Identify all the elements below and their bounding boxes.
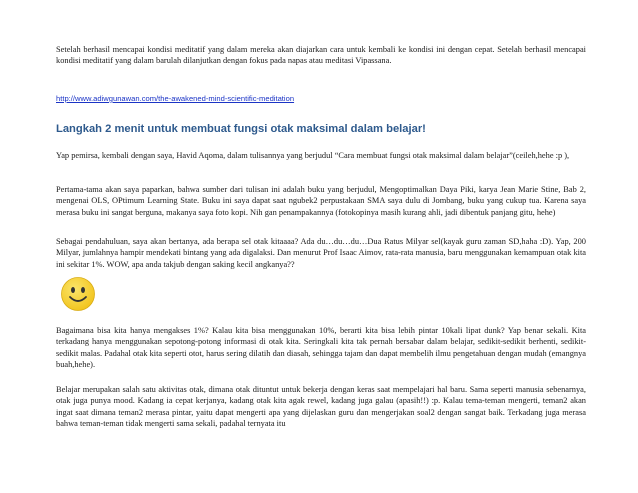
- section-heading: Langkah 2 menit untuk membuat fungsi otak maksimal dalam belajar!: [56, 123, 426, 135]
- smiley-face-icon: [60, 276, 96, 312]
- paragraph-intro-question: Sebagai pendahuluan, saya akan bertanya, ada berapa sel otak kitaaaa? Ada du…du…du…Dua Ratus Milyar sel(kayak guru zaman SD,haha :D). Yap, 200 Milyar, jumlahnya hampir mendekati bintang yang ada digalaksi. Dan menurut Prof Isaac Aimov, rata-rata manusia, baru menggunakan kemampuan otak kita ini sekitar 1%. WOW, apa anda takjub dengan saking kecil angkanya??: [56, 237, 586, 269]
- paragraph-greeting: Yap pemirsa, kembali dengan saya, Havid Aqoma, dalam tulisannya yang berjudul “Cara membuat fungsi otak maksimal dalam belajar”(ceileh,hehe :p ),: [56, 151, 570, 160]
- source-link[interactable]: http://www.adiwgunawan.com/the-awakened-mind-scientific-meditation: [56, 94, 295, 103]
- intro-paragraph: Setelah berhasil mencapai kondisi meditatif yang dalam mereka akan diajarkan cara untuk kembali ke kondisi ini dengan cepat. Setelah berhasil mencapai kondisi meditatif yang dalam barulah dilanjutkan dengan fokus pada napas atau meditasi Vipassana.: [56, 45, 586, 66]
- paragraph-source: Pertama-tama akan saya paparkan, bahwa sumber dari tulisan ini adalah buku yang berjudul, Mengoptimalkan Daya Piki, karya Jean Marie Stine, Bab 2, mengenai OLS, OPtimum Learning State. Buku ini saya dapat saat ngubek2 perpustakaan SMA saya dulu di Jombang, buku yang cukup tua. Karena saya merasa buku ini sangat berguna, makanya saya foto kopi. Nih gan penampakannya (fotokopinya masih kurang ahli, jadi dibentuk panjang gitu, hehe): [56, 185, 586, 217]
- paragraph-one-percent: Bagaimana bisa kita hanya mengakses 1%? Kalau kita bisa menggunakan 10%, berarti kita bisa lebih pintar 10kali lipat dunk? Yap benar sekali. Kita terkadang hanya menggunakan sepotong-potong informasi di otak kita. Seringkali kita tak pernah bersabar dalam belajar, sedikit-sedikit berhenti, sedikit-sedikit malas. Padahal otak kita seperti otot, harus sering dilatih dan diasah, sehingga tajam dan dapat membelih ilmu pengetahuan dengan mudah (emangnya buah,hehe).: [56, 326, 586, 370]
- paragraph-learning: Belajar merupakan salah satu aktivitas otak, dimana otak dituntut untuk bekerja dengan keras saat mempelajari hal baru. Sama seperti manusia sebenarnya, otak juga punya mood. Kadang ia cepat kerjanya, kadang otak kita agak rewel, kadang juga galau (apasih!!) :p. Kalau tema-teman mengerti, teman2 akan ingat saat dimana teman2 merasa pintar, yaitu dapat mengerti apa yang dijelaskan guru dan mengerjakan soal2 dengan sangat baik. Terkadang juga merasa bahwa teman-teman tidak mengerti sama sekali, padahal ternyata itu: [56, 385, 586, 429]
